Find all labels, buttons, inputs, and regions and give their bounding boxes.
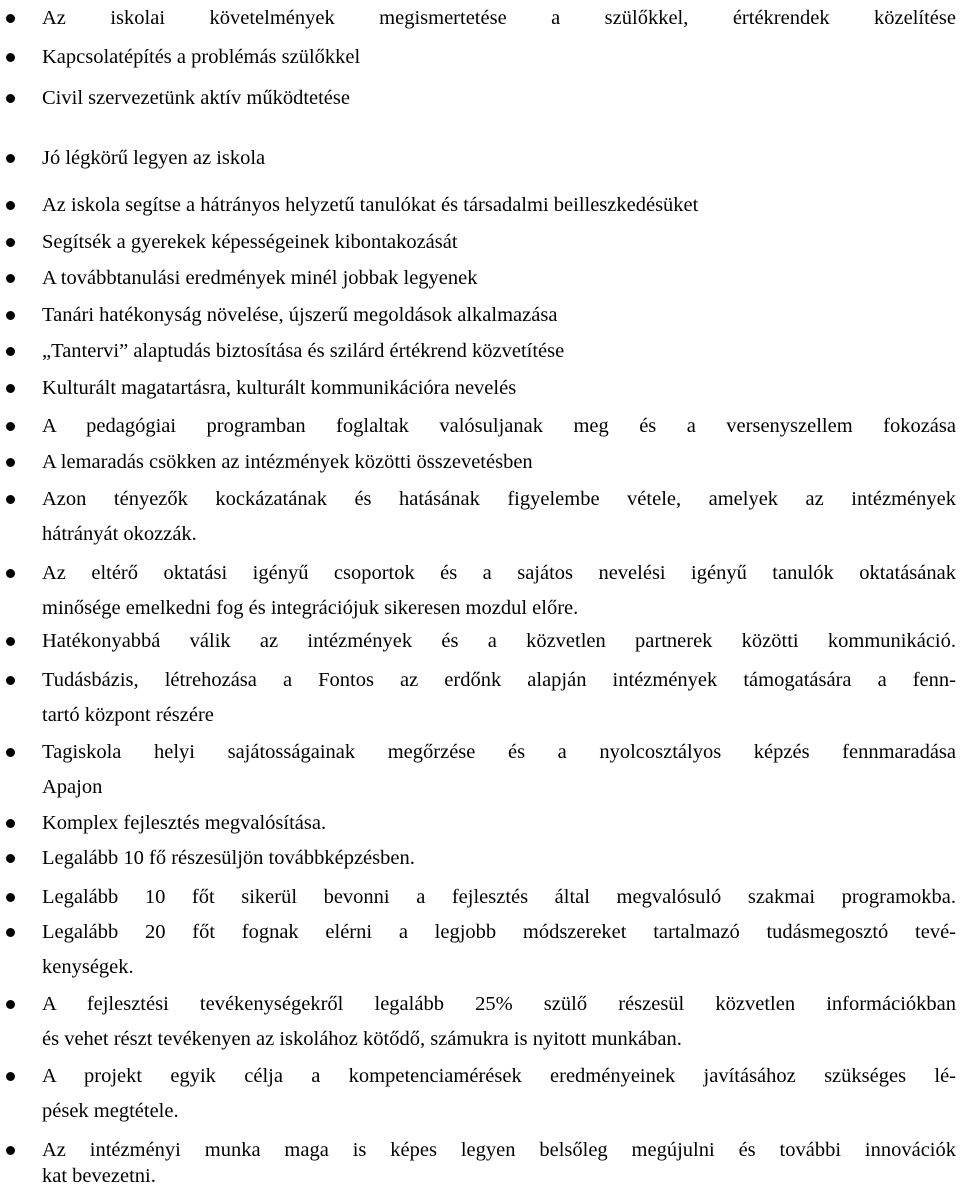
list-item-line: A projekt egyik célja a kompetenciamérések eredményeinek javításához szükséges lé-: [42, 1065, 956, 1087]
bullet-icon: [6, 854, 15, 863]
list-item-line: Azon tényezők kockázatának és hatásának figyelembe vétele, amelyek az intézmények: [42, 488, 956, 510]
bullet-icon: [6, 1146, 15, 1155]
bullet-icon: [6, 384, 15, 393]
bullet-icon: [6, 893, 15, 902]
bullet-icon: [6, 53, 15, 62]
bullet-icon: [6, 238, 15, 247]
list-item-line: Hatékonyabbá válik az intézmények és a közvetlen partnerek közötti kommunikáció.: [42, 630, 956, 652]
bullet-icon: [6, 311, 15, 320]
list-item-line: pések megtétele.: [42, 1100, 179, 1122]
list-item-line: Legalább 10 főt sikerül bevonni a fejlesztés által megvalósuló szakmai programokba.: [42, 886, 956, 908]
list-item-line: A továbbtanulási eredmények minél jobbak legyenek: [42, 267, 478, 289]
list-item-line: Legalább 20 főt fognak elérni a legjobb módszereket tartalmazó tudásmegosztó tevé-: [42, 921, 956, 943]
bullet-icon: [6, 201, 15, 210]
bullet-icon: [6, 1072, 15, 1081]
list-item-line: kenységek.: [42, 956, 134, 978]
list-item-line: minősége emelkedni fog és integrációjuk sikeresen mozdul előre.: [42, 597, 579, 619]
bullet-icon: [6, 819, 15, 828]
bullet-icon: [6, 748, 15, 757]
list-item-line: Civil szervezetünk aktív működtetése: [42, 87, 350, 109]
list-item-line: Tagiskola helyi sajátosságainak megőrzése és a nyolcosztályos képzés fennmaradása: [42, 741, 956, 763]
bullet-icon: [6, 569, 15, 578]
list-item-line: Kulturált magatartásra, kulturált kommunikációra nevelés: [42, 377, 517, 399]
bullet-icon: [6, 94, 15, 103]
bullet-icon: [6, 14, 15, 23]
bullet-icon: [6, 154, 15, 163]
list-item-line: A lemaradás csökken az intézmények közötti összevetésben: [42, 451, 533, 473]
list-item-line: A pedagógiai programban foglaltak valósuljanak meg és a versenyszellem fokozása: [42, 415, 956, 437]
list-item-line: kat bevezetni.: [42, 1165, 156, 1187]
bullet-icon: [6, 676, 15, 685]
list-item-line: Segítsék a gyerekek képességeinek kibontakozását: [42, 231, 458, 253]
list-item-line: hátrányát okozzák.: [42, 523, 197, 545]
list-item-line: Az eltérő oktatási igényű csoportok és a sajátos nevelési igényű tanulók oktatásának: [42, 562, 956, 584]
list-item-line: Apajon: [42, 776, 103, 798]
bullet-icon: [6, 458, 15, 467]
bullet-icon: [6, 928, 15, 937]
list-item-line: „Tantervi” alaptudás biztosítása és szilárd értékrend közvetítése: [42, 340, 565, 362]
bullet-icon: [6, 274, 15, 283]
bullet-icon: [6, 495, 15, 504]
list-item-line: Tanári hatékonyság növelése, újszerű megoldások alkalmazása: [42, 304, 558, 326]
list-item-line: Komplex fejlesztés megvalósítása.: [42, 812, 327, 834]
list-item-line: Az intézményi munka maga is képes legyen belsőleg megújulni és további innovációk: [42, 1139, 956, 1161]
list-item-line: Az iskolai követelmények megismertetése a szülőkkel, értékrendek közelítése: [42, 7, 956, 29]
bullet-icon: [6, 637, 15, 646]
bullet-icon: [6, 422, 15, 431]
list-item-line: Jó légkörű legyen az iskola: [42, 147, 266, 169]
list-item-line: Kapcsolatépítés a problémás szülőkkel: [42, 46, 361, 68]
list-item-line: Tudásbázis, létrehozása a Fontos az erdőnk alapján intézmények támogatására a fenn-: [42, 669, 956, 691]
list-item-line: és vehet részt tevékenyen az iskolához kötődő, számukra is nyitott munkában.: [42, 1028, 682, 1050]
list-item-line: A fejlesztési tevékenységekről legalább 25% szülő részesül közvetlen információkban: [42, 993, 956, 1015]
bullet-icon: [6, 1000, 15, 1009]
bullet-icon: [6, 347, 15, 356]
list-item-line: tartó központ részére: [42, 704, 214, 726]
list-item-line: Legalább 10 fő részesüljön továbbképzésben.: [42, 847, 415, 869]
list-item-line: Az iskola segítse a hátrányos helyzetű tanulókat és társadalmi beilleszkedésüket: [42, 194, 699, 216]
